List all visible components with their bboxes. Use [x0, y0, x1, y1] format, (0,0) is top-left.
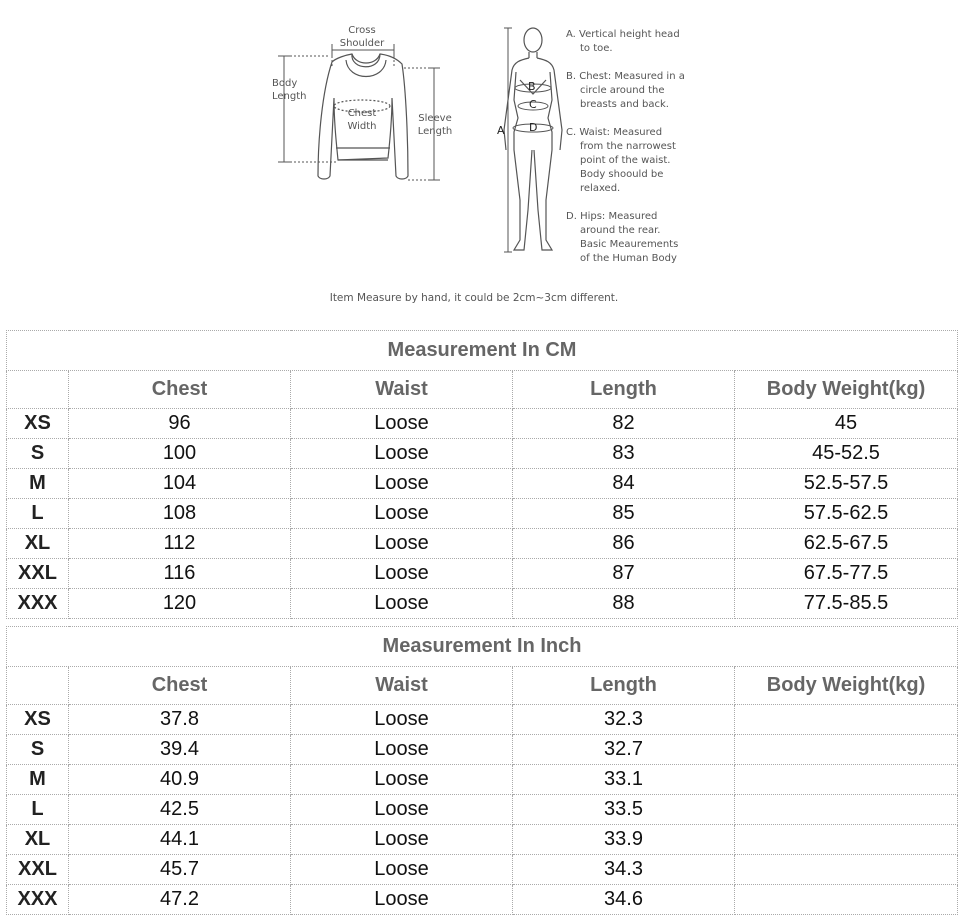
marker-b: B: [528, 80, 536, 93]
length-header: Length: [513, 667, 735, 705]
waist-cell: Loose: [291, 855, 513, 885]
sleeve-length-label: Sleeve Length: [417, 113, 453, 137]
note-b: B. Chest: Measured in a circle around the breasts and back.: [566, 71, 685, 110]
waist-cell: Loose: [291, 529, 513, 559]
table-row: [7, 885, 958, 915]
note-a: A. Vertical height head to toe.: [566, 29, 680, 54]
chest-cell: 112: [69, 529, 291, 559]
chest-cell: 39.4: [69, 735, 291, 765]
length-cell: 86: [513, 529, 735, 559]
length-cell: 32.7: [513, 735, 735, 765]
note-c: C. Waist: Measured from the narrowest point of the waist. Body shoould be relaxed.: [566, 127, 676, 194]
measurement-illustrations: [0, 0, 962, 290]
length-cell: 32.3: [513, 705, 735, 735]
size-cell: M: [7, 469, 69, 499]
size-cell: S: [7, 439, 69, 469]
cm-header-row: [7, 371, 958, 409]
chest-cell: 45.7: [69, 855, 291, 885]
weight-cell: 77.5-85.5: [735, 589, 958, 619]
size-cell: XXL: [7, 559, 69, 589]
length-cell: 88: [513, 589, 735, 619]
chest-cell: 47.2: [69, 885, 291, 915]
table-row: [7, 735, 958, 765]
weight-cell: 67.5-77.5: [735, 559, 958, 589]
length-header: Length: [513, 371, 735, 409]
cm-table-title: Measurement In CM: [7, 331, 958, 371]
weight-cell: 45-52.5: [735, 439, 958, 469]
illustration-graphics: [0, 0, 962, 290]
human-body-figure: [504, 28, 562, 250]
waist-cell: Loose: [291, 885, 513, 915]
size-cell: XL: [7, 529, 69, 559]
chest-cell: 37.8: [69, 705, 291, 735]
body-length-label: Body Length: [272, 78, 307, 102]
size-cell: XXX: [7, 885, 69, 915]
waist-header: Waist: [291, 667, 513, 705]
chest-cell: 104: [69, 469, 291, 499]
body-length-arrow: [278, 56, 336, 162]
chest-width-label: Chest Width: [347, 108, 377, 132]
weight-cell: [735, 795, 958, 825]
weight-cell: 62.5-67.5: [735, 529, 958, 559]
table-row: [7, 825, 958, 855]
size-cell: S: [7, 735, 69, 765]
waist-cell: Loose: [291, 409, 513, 439]
waist-cell: Loose: [291, 705, 513, 735]
measure-disclaimer: Item Measure by hand, it could be 2cm~3cm different.: [329, 292, 619, 304]
weight-cell: [735, 825, 958, 855]
table-row: [7, 529, 958, 559]
table-row: [7, 589, 958, 619]
weight-cell: [735, 705, 958, 735]
length-cell: 87: [513, 559, 735, 589]
table-row: [7, 439, 958, 469]
waist-header: Waist: [291, 371, 513, 409]
waist-cell: Loose: [291, 825, 513, 855]
chest-cell: 100: [69, 439, 291, 469]
chest-header: Chest: [69, 371, 291, 409]
weight-cell: 57.5-62.5: [735, 499, 958, 529]
size-cell: L: [7, 795, 69, 825]
size-header: [7, 371, 69, 409]
note-d: D. Hips: Measured around the rear. Basic Meaurements of the Human Body: [566, 211, 679, 264]
inch-size-table: [6, 626, 958, 915]
marker-d: D: [529, 121, 538, 134]
cross-shoulder-label: Cross Shoulder: [339, 25, 385, 49]
length-cell: 85: [513, 499, 735, 529]
weight-cell: [735, 735, 958, 765]
waist-cell: Loose: [291, 765, 513, 795]
weight-header: Body Weight(kg): [735, 371, 958, 409]
table-row: [7, 469, 958, 499]
length-cell: 34.6: [513, 885, 735, 915]
weight-cell: [735, 855, 958, 885]
length-cell: 33.1: [513, 765, 735, 795]
marker-a: A: [497, 124, 505, 137]
weight-cell: 52.5-57.5: [735, 469, 958, 499]
size-cell: M: [7, 765, 69, 795]
size-cell: XXL: [7, 855, 69, 885]
waist-cell: Loose: [291, 735, 513, 765]
length-cell: 33.9: [513, 825, 735, 855]
chest-header: Chest: [69, 667, 291, 705]
chest-cell: 116: [69, 559, 291, 589]
weight-cell: [735, 885, 958, 915]
chest-cell: 42.5: [69, 795, 291, 825]
size-cell: XL: [7, 825, 69, 855]
size-cell: XXX: [7, 589, 69, 619]
length-cell: 83: [513, 439, 735, 469]
chest-cell: 120: [69, 589, 291, 619]
length-cell: 82: [513, 409, 735, 439]
chest-cell: 40.9: [69, 765, 291, 795]
waist-cell: Loose: [291, 439, 513, 469]
length-cell: 84: [513, 469, 735, 499]
length-cell: 33.5: [513, 795, 735, 825]
marker-c: C: [529, 98, 537, 111]
chest-cell: 44.1: [69, 825, 291, 855]
table-row: [7, 855, 958, 885]
table-row: [7, 559, 958, 589]
size-cell: XS: [7, 705, 69, 735]
weight-header: Body Weight(kg): [735, 667, 958, 705]
waist-cell: Loose: [291, 795, 513, 825]
waist-cell: Loose: [291, 589, 513, 619]
body-measure-notes: [566, 28, 701, 280]
table-row: [7, 765, 958, 795]
waist-cell: Loose: [291, 469, 513, 499]
table-row: [7, 705, 958, 735]
size-cell: XS: [7, 409, 69, 439]
length-cell: 34.3: [513, 855, 735, 885]
weight-cell: 45: [735, 409, 958, 439]
table-row: [7, 409, 958, 439]
waist-cell: Loose: [291, 499, 513, 529]
chest-cell: 108: [69, 499, 291, 529]
chest-cell: 96: [69, 409, 291, 439]
size-header: [7, 667, 69, 705]
size-cell: L: [7, 499, 69, 529]
table-row: [7, 499, 958, 529]
weight-cell: [735, 765, 958, 795]
cm-size-table: [6, 330, 958, 619]
waist-cell: Loose: [291, 559, 513, 589]
table-row: [7, 795, 958, 825]
inch-table-title: Measurement In Inch: [7, 627, 958, 667]
inch-header-row: [7, 667, 958, 705]
